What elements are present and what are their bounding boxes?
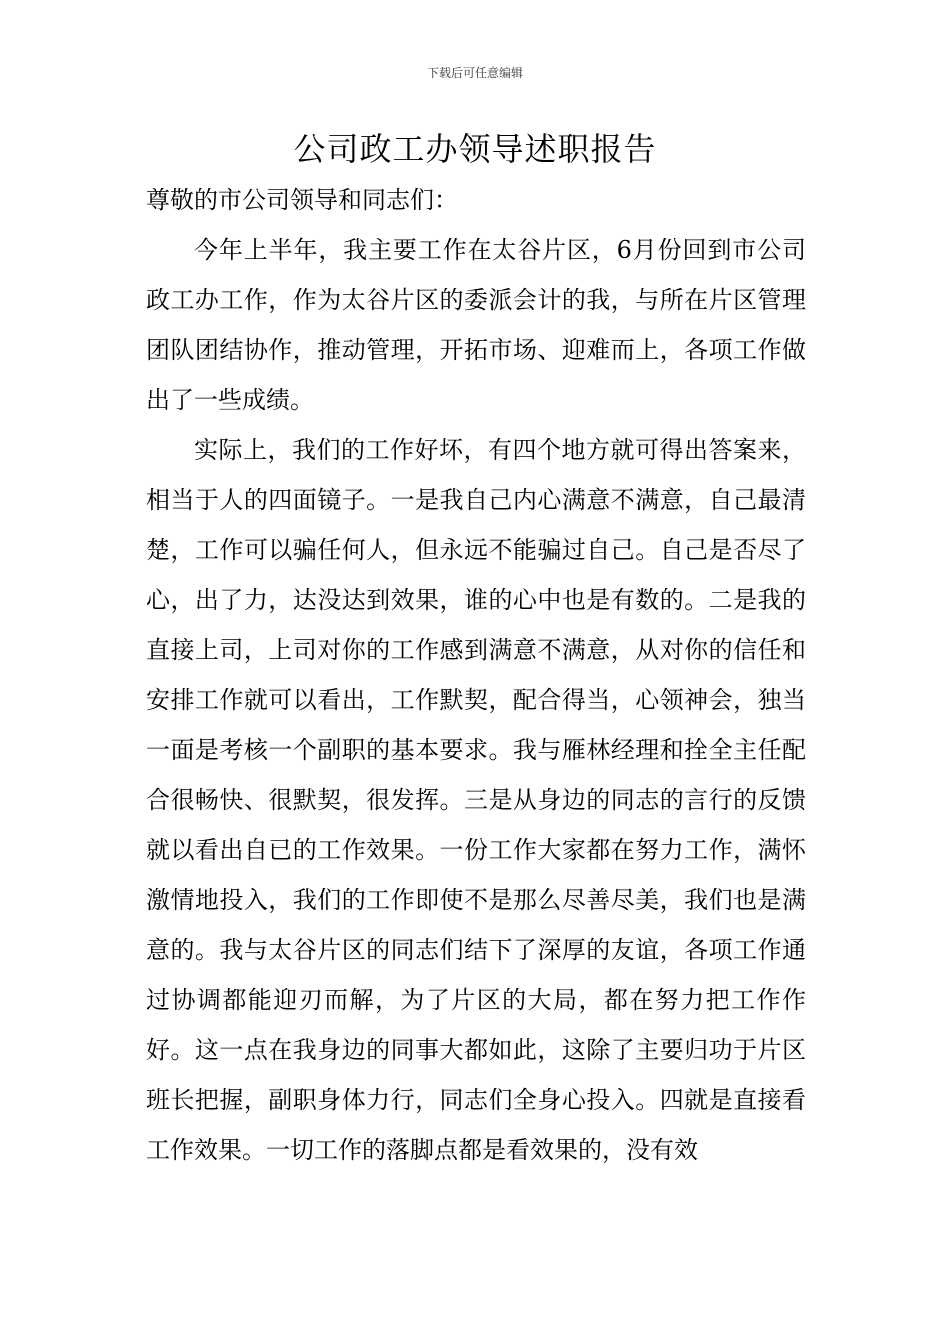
document-title: 公司政工办领导述职报告 [293, 130, 657, 168]
header-note: 下载后可任意编辑 [426, 66, 523, 80]
document-body [146, 175, 806, 1175]
salutation: 尊敬的市公司领导和同志们： [146, 186, 458, 214]
paragraph-1: 今年上半年，我主要工作在太谷片区，6月份回到市公司政工办工作，作为太谷片区的委派会计的我，与所在片区管理团队团结协作，推动管理，开拓市场、迎难而上，各项工作做出了一些成绩。 [146, 236, 806, 414]
paragraph-2: 实际上，我们的工作好坏，有四个地方就可得出答案来，相当于人的四面镜子。一是我自己内心满意不满意，自己最清楚，工作可以骗任何人，但永远不能骗过自己。自己是否尽了心，出了力，达没达到效果，谁的心中也是有数的。二是我的直接上司，上司对你的工作感到满意不满意，从对你的信任和安排工作就可以看出，工作默契，配合得当，心领神会，独当一面是考核一个副职的基本要求。我与雁林经理和拴全主任配合很畅快、很默契，很发挥。三是从身边的同志的言行的反馈就以看出自已的工作效果。一份工作大家都在努力工作，满怀激情地投入，我们的工作即使不是那么尽善尽美，我们也是满意的。我与太谷片区的同志们结下了深厚的友谊，各项工作通过协调都能迎刃而解，为了片区的大局，都在努力把工作作好。这一点在我身边的同事大都如此，这除了主要归功于片区班长把握，副职身体力行，同志们全身心投入。四就是直接看工作效果。一切工作的落脚点都是看效果的，没有效 [146, 436, 806, 1164]
